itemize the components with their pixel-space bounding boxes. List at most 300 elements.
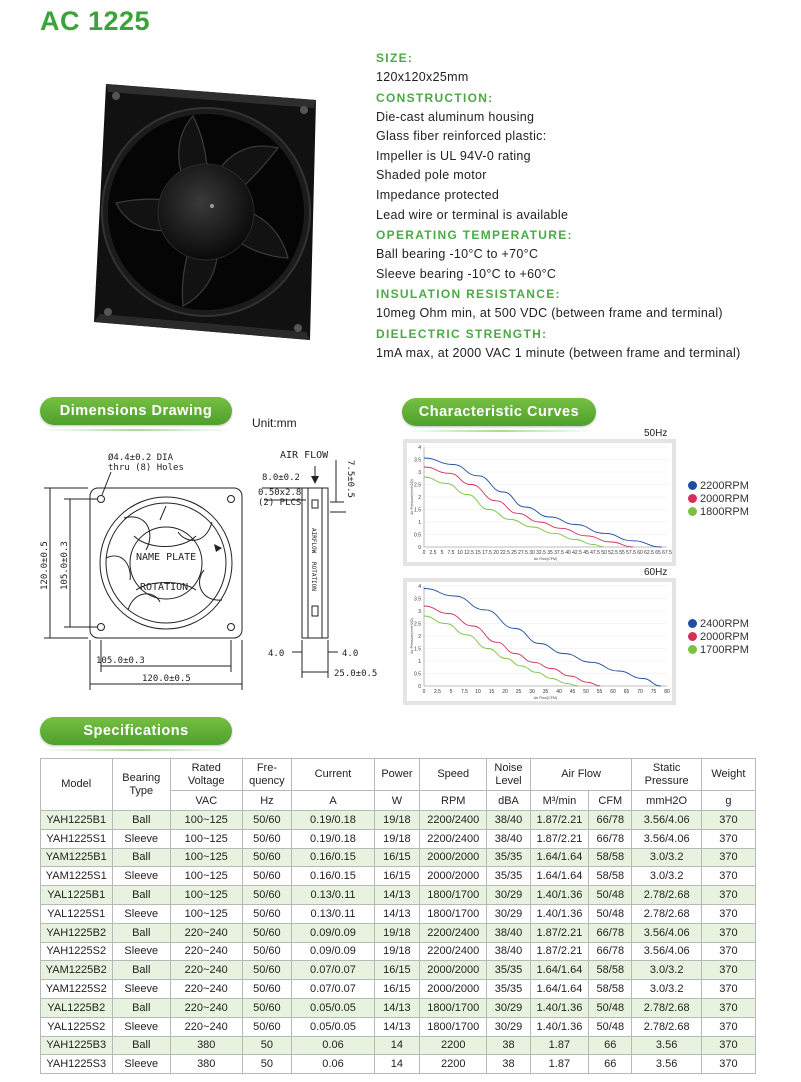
x-tick-label: 0: [422, 689, 426, 695]
table-cell: 16/15: [374, 980, 420, 999]
x-tick-label: 7.5: [461, 689, 468, 695]
table-cell: 19/18: [374, 829, 420, 848]
table-cell: 38/40: [487, 829, 530, 848]
table-cell: 50/48: [589, 886, 632, 905]
table-cell: 220~240: [171, 998, 243, 1017]
spec-line: Lead wire or terminal is available: [376, 207, 569, 222]
table-cell: 19/18: [374, 923, 420, 942]
unit-cfm: CFM: [589, 791, 632, 811]
table-cell: 220~240: [171, 942, 243, 961]
y-tick-label: 3: [418, 609, 421, 615]
dim-rotation: ROTATION: [140, 582, 189, 593]
x-tick-label: 25: [515, 689, 522, 695]
x-tick-label: 40: [565, 550, 571, 556]
table-cell: 2200/2400: [420, 811, 487, 830]
table-cell: YAL1225B1: [41, 886, 113, 905]
dim-1050-h: 105.0±0.3: [96, 656, 145, 666]
table-cell: 1800/1700: [420, 904, 487, 923]
table-cell: 100~125: [171, 811, 243, 830]
table-cell: 100~125: [171, 904, 243, 923]
table-cell: 220~240: [171, 961, 243, 980]
table-cell: 2200: [420, 1036, 487, 1055]
x-tick-label: 60: [610, 689, 616, 695]
spec-heading-insulation: INSULATION RESISTANCE:: [376, 287, 561, 302]
table-cell: 1.64/1.64: [530, 867, 589, 886]
section-specifications: Specifications: [40, 717, 232, 745]
x-tick-label: 20: [502, 689, 508, 695]
table-cell: Ball: [112, 848, 171, 867]
table-cell: 50/60: [242, 998, 292, 1017]
table-cell: 19/18: [374, 811, 420, 830]
table-cell: 50/60: [242, 867, 292, 886]
table-cell: 380: [171, 1036, 243, 1055]
y-tick-label: 2.5: [414, 621, 421, 628]
table-row: [41, 829, 756, 848]
y-tick-label: 1: [418, 520, 421, 526]
table-cell: YAM1225B1: [41, 848, 113, 867]
table-cell: 0.05/0.05: [292, 1017, 374, 1036]
table-cell: 380: [171, 1055, 243, 1074]
table-cell: 3.56: [632, 1036, 701, 1055]
dimension-drawing: [36, 440, 386, 700]
x-tick-label: 57.5: [626, 550, 636, 556]
x-tick-label: 2.5: [429, 550, 437, 556]
y-tick-label: 3.5: [414, 457, 421, 464]
spec-line: 10meg Ohm min, at 500 VDC (between frame and terminal): [376, 306, 723, 321]
legend-item: [688, 480, 749, 493]
table-cell: 50/60: [242, 829, 292, 848]
dim-side-airflow: AIRFLOW: [310, 528, 317, 554]
table-cell: 50/60: [242, 980, 292, 999]
unit-mmh2o: mmH2O: [632, 791, 701, 811]
table-cell: 1.64/1.64: [530, 961, 589, 980]
table-cell: 14: [374, 1036, 420, 1055]
table-cell: 370: [701, 848, 755, 867]
table-cell: 1.87/2.21: [530, 829, 589, 848]
x-tick-label: 35: [542, 689, 549, 695]
table-row: [41, 904, 756, 923]
table-cell: 14/13: [374, 886, 420, 905]
table-cell: 0.09/0.09: [292, 942, 374, 961]
dim-25: 25.0±0.5: [334, 669, 378, 679]
x-tick-label: 62.5: [644, 550, 654, 556]
table-cell: 58/58: [589, 961, 632, 980]
table-cell: 370: [701, 1036, 755, 1055]
x-tick-label: 20: [493, 550, 499, 556]
table-cell: 66: [589, 1055, 632, 1074]
y-tick-label: 0.5: [414, 532, 421, 539]
y-tick-label: 2: [418, 634, 421, 640]
specifications-table: [40, 758, 756, 1074]
x-tick-label: 55: [619, 550, 625, 556]
legend-label: 1700RPM: [700, 644, 749, 656]
x-tick-label: 0: [422, 550, 426, 556]
table-cell: Sleeve: [112, 1017, 171, 1036]
chart-60hz-label: 60Hz: [644, 567, 668, 578]
table-cell: 50/48: [589, 904, 632, 923]
product-title: AC 1225: [40, 6, 151, 36]
y-tick-label: 1: [418, 659, 421, 665]
table-cell: 1.40/1.36: [530, 998, 589, 1017]
table-cell: 100~125: [171, 848, 243, 867]
x-tick-label: 17.5: [482, 550, 492, 556]
table-cell: 0.05/0.05: [292, 998, 374, 1017]
table-cell: 3.0/3.2: [632, 980, 701, 999]
table-cell: Sleeve: [112, 904, 171, 923]
x-tick-label: 65: [655, 550, 661, 556]
table-cell: 2200: [420, 1055, 487, 1074]
table-cell: 38: [487, 1055, 530, 1074]
y-tick-label: 0: [418, 545, 421, 551]
table-cell: 220~240: [171, 980, 243, 999]
legend-item: [688, 631, 749, 644]
dim-8: 8.0±0.2: [262, 473, 300, 483]
table-cell: 1.40/1.36: [530, 1017, 589, 1036]
table-cell: 66/78: [589, 923, 632, 942]
table-cell: 30/29: [487, 1017, 530, 1036]
table-cell: 30/29: [487, 998, 530, 1017]
table-cell: 2.78/2.68: [632, 904, 701, 923]
table-cell: 50/60: [242, 886, 292, 905]
table-cell: 66/78: [589, 829, 632, 848]
table-cell: 100~125: [171, 886, 243, 905]
table-cell: Ball: [112, 811, 171, 830]
table-cell: 58/58: [589, 848, 632, 867]
chart-50hz-label: 50Hz: [644, 428, 668, 439]
spec-line: Glass fiber reinforced plastic:: [376, 129, 547, 144]
table-row: [41, 961, 756, 980]
col-voltage: Rated Voltage: [171, 759, 243, 791]
table-cell: 370: [701, 1017, 755, 1036]
chart-60hz: [407, 582, 672, 701]
table-cell: 0.16/0.15: [292, 867, 374, 886]
x-tick-label: 42.5: [572, 550, 582, 556]
unit-dba: dBA: [487, 791, 530, 811]
legend-60hz: [688, 618, 749, 657]
spec-line: Impedance protected: [376, 187, 500, 202]
x-tick-label: 37.5: [554, 550, 564, 556]
table-cell: YAH1225B3: [41, 1036, 113, 1055]
table-cell: 38/40: [487, 923, 530, 942]
table-cell: 1800/1700: [420, 998, 487, 1017]
table-cell: 30/29: [487, 886, 530, 905]
table-cell: Ball: [112, 886, 171, 905]
table-cell: 370: [701, 904, 755, 923]
table-cell: YAM1225S1: [41, 867, 113, 886]
table-cell: 50/60: [242, 811, 292, 830]
spec-line: Ball bearing -10°C to +70°C: [376, 247, 539, 262]
table-cell: 370: [701, 923, 755, 942]
table-cell: Ball: [112, 923, 171, 942]
table-cell: 50/60: [242, 942, 292, 961]
table-cell: 2000/2000: [420, 848, 487, 867]
col-airflow: Air Flow: [530, 759, 632, 791]
legend-label: 2000RPM: [700, 493, 749, 505]
x-tick-label: 52.5: [608, 550, 618, 556]
table-cell: 1.87/2.21: [530, 942, 589, 961]
legend-label: 2200RPM: [700, 480, 749, 492]
table-cell: 2200/2400: [420, 923, 487, 942]
table-cell: YAH1225B1: [41, 811, 113, 830]
dim-4a: 4.0: [268, 649, 285, 659]
y-tick-label: 3: [418, 470, 421, 476]
table-cell: 50/60: [242, 961, 292, 980]
table-cell: Ball: [112, 998, 171, 1017]
table-cell: 3.0/3.2: [632, 867, 701, 886]
table-row: [41, 1017, 756, 1036]
table-cell: 14/13: [374, 998, 420, 1017]
table-cell: 2000/2000: [420, 980, 487, 999]
table-cell: 50: [242, 1055, 292, 1074]
section-characteristic-curves: Characteristic Curves: [402, 398, 596, 426]
table-cell: YAM1225B2: [41, 961, 113, 980]
y-tick-label: 2.5: [414, 482, 421, 489]
table-row: [41, 998, 756, 1017]
dim-side-rotation: ROTATION: [310, 562, 317, 591]
table-cell: 1.87: [530, 1055, 589, 1074]
y-tick-label: 1.5: [414, 646, 421, 653]
x-tick-label: 47.5: [590, 550, 600, 556]
table-cell: 38: [487, 1036, 530, 1055]
table-cell: 35/35: [487, 980, 530, 999]
table-cell: 3.56: [632, 1055, 701, 1074]
col-power: Power: [374, 759, 420, 791]
x-tick-label: 50: [583, 689, 589, 695]
table-cell: 38/40: [487, 811, 530, 830]
col-noise: Noise Level: [487, 759, 530, 791]
unit-m3min: M³/min: [530, 791, 589, 811]
unit-a: A: [292, 791, 374, 811]
chart-background: [407, 582, 672, 701]
table-cell: 0.13/0.11: [292, 904, 374, 923]
legend-item: [688, 644, 749, 657]
spec-line: Shaded pole motor: [376, 168, 487, 183]
dim-75: 7.5±0.5: [345, 460, 355, 498]
y-tick-label: 0.5: [414, 671, 421, 678]
col-weight: Weight: [701, 759, 755, 791]
spec-heading-temperature: OPERATING TEMPERATURE:: [376, 228, 573, 243]
legend-dot: [688, 619, 697, 628]
dim-name-plate: NAME PLATE: [136, 552, 197, 563]
table-cell: 220~240: [171, 1017, 243, 1036]
table-cell: 66/78: [589, 942, 632, 961]
legend-dot: [688, 481, 697, 490]
col-model: Model: [41, 759, 113, 811]
x-tick-label: 2.5: [434, 689, 441, 695]
x-tick-label: 55: [596, 689, 603, 695]
table-cell: 3.56/4.06: [632, 923, 701, 942]
table-cell: 16/15: [374, 848, 420, 867]
table-cell: 0.19/0.18: [292, 811, 374, 830]
table-cell: Ball: [112, 961, 171, 980]
x-tick-label: 67.5: [662, 550, 672, 556]
table-cell: 50/60: [242, 923, 292, 942]
unit-g: g: [701, 791, 755, 811]
x-tick-label: 15: [488, 689, 495, 695]
legend-item: [688, 506, 749, 519]
table-cell: YAH1225S2: [41, 942, 113, 961]
y-tick-label: 1.5: [414, 507, 421, 514]
legend-item: [688, 493, 749, 506]
x-tick-label: 75: [650, 689, 657, 695]
x-tick-label: 80: [664, 689, 670, 695]
x-tick-label: 32.5: [536, 550, 546, 556]
table-cell: 0.13/0.11: [292, 886, 374, 905]
spec-heading-dielectric: DIELECTRIC STRENGTH:: [376, 326, 548, 341]
table-row: [41, 942, 756, 961]
x-tick-label: 65: [623, 689, 630, 695]
table-cell: 3.0/3.2: [632, 848, 701, 867]
x-tick-label: 50: [601, 550, 607, 556]
table-cell: 0.07/0.07: [292, 961, 374, 980]
x-tick-label: 5: [449, 689, 453, 695]
table-cell: 14/13: [374, 904, 420, 923]
legend-label: 1800RPM: [700, 506, 749, 518]
legend-dot: [688, 645, 697, 654]
dim-airflow-label: AIR FLOW: [280, 450, 329, 461]
table-cell: 2200/2400: [420, 942, 487, 961]
x-axis-label: Air Flow(CFM): [533, 696, 558, 700]
legend-50hz: [688, 480, 749, 519]
x-tick-label: 45: [569, 689, 576, 695]
table-row: [41, 848, 756, 867]
x-tick-label: 5: [440, 550, 444, 556]
table-cell: 30/29: [487, 904, 530, 923]
table-cell: 2000/2000: [420, 961, 487, 980]
spec-line: 120x120x25mm: [376, 70, 469, 84]
table-cell: 0.07/0.07: [292, 980, 374, 999]
table-cell: 370: [701, 1055, 755, 1074]
table-row: [41, 1055, 756, 1074]
spec-line: Die-cast aluminum housing: [376, 109, 535, 124]
legend-label: 2400RPM: [700, 618, 749, 630]
table-row: [41, 923, 756, 942]
x-tick-label: 27.5: [518, 550, 528, 556]
table-cell: YAL1225B2: [41, 998, 113, 1017]
table-cell: 370: [701, 942, 755, 961]
table-cell: 1.40/1.36: [530, 886, 589, 905]
table-cell: 100~125: [171, 829, 243, 848]
table-cell: Sleeve: [112, 980, 171, 999]
table-cell: 16/15: [374, 961, 420, 980]
table-cell: Sleeve: [112, 1055, 171, 1074]
table-cell: 14: [374, 1055, 420, 1074]
dim-1200-h: 120.0±0.5: [142, 674, 191, 684]
spec-heading-size: SIZE:: [376, 51, 414, 65]
legend-item: [688, 618, 749, 631]
table-row: [41, 1036, 756, 1055]
table-cell: 370: [701, 829, 755, 848]
unit-rpm: RPM: [420, 791, 487, 811]
table-cell: Sleeve: [112, 829, 171, 848]
col-frequency: Fre-quency: [242, 759, 292, 791]
x-tick-label: 70: [637, 689, 643, 695]
table-cell: YAH1225B2: [41, 923, 113, 942]
col-speed: Speed: [420, 759, 487, 791]
col-bearing: Bearing Type: [112, 759, 171, 811]
table-cell: 66/78: [589, 811, 632, 830]
table-cell: YAL1225S2: [41, 1017, 113, 1036]
table-cell: 370: [701, 867, 755, 886]
table-cell: 1.64/1.64: [530, 848, 589, 867]
table-cell: 58/58: [589, 980, 632, 999]
table-cell: 370: [701, 886, 755, 905]
table-cell: 0.16/0.15: [292, 848, 374, 867]
table-cell: 370: [701, 811, 755, 830]
table-row: [41, 886, 756, 905]
table-cell: 2.78/2.68: [632, 998, 701, 1017]
table-cell: 35/35: [487, 848, 530, 867]
table-cell: Sleeve: [112, 942, 171, 961]
table-cell: 3.56/4.06: [632, 942, 701, 961]
table-row: [41, 867, 756, 886]
unit-w: W: [374, 791, 420, 811]
table-cell: 58/58: [589, 867, 632, 886]
table-cell: 2000/2000: [420, 867, 487, 886]
table-cell: 19/18: [374, 942, 420, 961]
x-tick-label: 15: [475, 550, 481, 556]
table-cell: 50/60: [242, 848, 292, 867]
table-cell: YAH1225S1: [41, 829, 113, 848]
spec-line: Sleeve bearing -10°C to +60°C: [376, 266, 557, 281]
table-cell: 35/35: [487, 961, 530, 980]
fan-product-image: [88, 78, 328, 348]
table-cell: 66: [589, 1036, 632, 1055]
y-axis-label: Air Pressure(mmH2O): [410, 618, 414, 654]
table-cell: 370: [701, 980, 755, 999]
specifications-table-body: [41, 811, 756, 1074]
legend-dot: [688, 494, 697, 503]
spec-line: 1mA max, at 2000 VAC 1 minute (between frame and terminal): [376, 345, 741, 360]
table-cell: YAM1225S2: [41, 980, 113, 999]
unit-label: Unit:mm: [252, 416, 297, 430]
table-cell: 3.0/3.2: [632, 961, 701, 980]
table-cell: 50/60: [242, 1017, 292, 1036]
legend-label: 2000RPM: [700, 631, 749, 643]
table-cell: 3.56/4.06: [632, 829, 701, 848]
y-tick-label: 0: [418, 684, 421, 690]
dim-holes-count: thru (8) Holes: [108, 463, 184, 473]
x-tick-label: 30: [529, 689, 535, 695]
table-cell: 2.78/2.68: [632, 886, 701, 905]
legend-dot: [688, 632, 697, 641]
x-tick-label: 30: [529, 550, 535, 556]
table-cell: 1.87/2.21: [530, 923, 589, 942]
table-cell: 1800/1700: [420, 886, 487, 905]
chart-background: [407, 443, 672, 562]
dim-1050-v: 105.0±0.3: [60, 541, 70, 590]
y-axis-label: Air Pressure(mmH2O): [410, 479, 414, 515]
x-tick-label: 40: [556, 689, 562, 695]
table-cell: 50/60: [242, 904, 292, 923]
table-cell: 50: [242, 1036, 292, 1055]
y-tick-label: 4: [418, 584, 421, 590]
x-tick-label: 10: [457, 550, 463, 556]
table-cell: 0.09/0.09: [292, 923, 374, 942]
table-cell: 16/15: [374, 867, 420, 886]
spec-line: Impeller is UL 94V-0 rating: [376, 148, 531, 163]
table-cell: 38/40: [487, 942, 530, 961]
table-cell: 1.64/1.64: [530, 980, 589, 999]
x-tick-label: 25: [511, 550, 517, 556]
x-tick-label: 60: [637, 550, 643, 556]
x-tick-label: 22.5: [500, 550, 510, 556]
table-cell: Sleeve: [112, 867, 171, 886]
table-cell: 1.87: [530, 1036, 589, 1055]
y-tick-label: 3.5: [414, 596, 421, 603]
spec-list: [376, 48, 786, 364]
table-cell: 2.78/2.68: [632, 1017, 701, 1036]
